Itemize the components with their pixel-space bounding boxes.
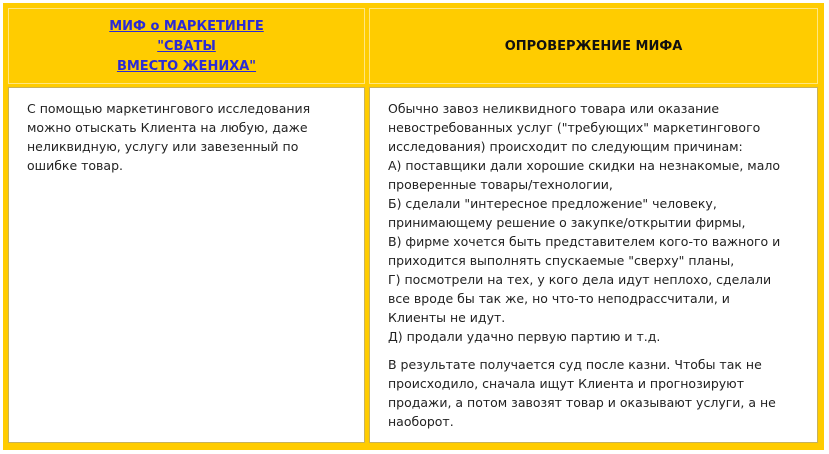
reason-c-line: В) фирме хочется быть представителем кого-то важного и [388, 234, 781, 249]
conclusion-line: наоборот. [388, 414, 454, 429]
myth-text: С помощью маркетингового исследования можно отыскать Клиента на любую, даже неликвидную, услугу или завезенный по ошибке товар. [27, 101, 311, 173]
refutation-line: исследования) происходит по следующим причинам: [388, 139, 743, 154]
reason-e-line: Д) продали удачно первую партию и т.д. [388, 329, 661, 344]
reason-d-line: все вроде бы так же, но что-то неподрассчитали, и [388, 291, 730, 306]
myth-table [3, 3, 824, 450]
refutation-text [388, 99, 804, 431]
refutation-body-cell [369, 87, 818, 443]
reason-d-line: Г) посмотрели на тех, у кого дела идут неплохо, сделали [388, 272, 772, 287]
reason-c-line: приходится выполнять спускаемые "сверху" планы, [388, 253, 735, 268]
myth-title [9, 17, 364, 77]
reason-a-line: проверенные товары/технологии, [388, 177, 613, 192]
myth-header-cell [8, 8, 365, 84]
reason-b-line: Б) сделали "интересное предложение" человеку, [388, 196, 717, 211]
refutation-header-cell [369, 8, 818, 84]
reason-b-line: принимающему решение о закупке/открытии фирмы, [388, 215, 746, 230]
refutation-paragraph-1 [388, 99, 804, 346]
conclusion-line: В результате получается суд после казни. Чтобы так не [388, 357, 762, 372]
myth-title-line-3: ВМЕСТО ЖЕНИХА" [116, 59, 257, 74]
conclusion-line: происходило, сначала ищут Клиента и прогнозируют [388, 376, 744, 391]
myth-title-line-1: МИФ о МАРКЕТИНГЕ [109, 19, 264, 34]
myth-title-link[interactable] [9, 17, 364, 77]
conclusion-line: продажи, а потом завозят товар и оказывают услуги, а не [388, 395, 776, 410]
myth-title-line-2: "СВАТЫ [157, 39, 216, 54]
myth-body-cell [8, 87, 365, 443]
reason-a-line: А) поставщики дали хорошие скидки на незнакомые, мало [388, 158, 781, 173]
refutation-paragraph-2 [388, 355, 804, 431]
refutation-line: Обычно завоз неликвидного товара или оказание [388, 101, 720, 116]
reason-d-line: Клиенты не идут. [388, 310, 506, 325]
refutation-line: невостребованных услуг ("требующих" маркетингового [388, 120, 761, 135]
refutation-title: ОПРОВЕРЖЕНИЕ МИФА [504, 39, 683, 54]
